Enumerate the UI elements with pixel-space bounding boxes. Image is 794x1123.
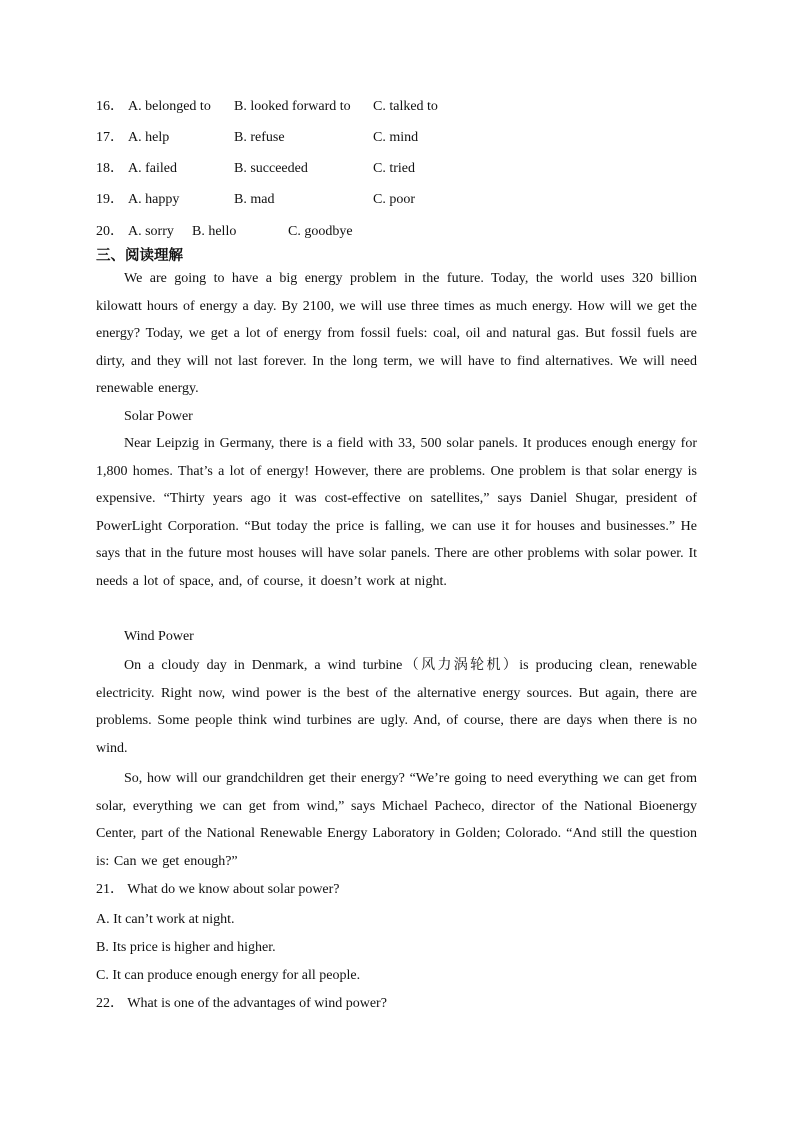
option-b: B. refuse bbox=[234, 130, 285, 145]
option-b: B. hello bbox=[192, 224, 237, 239]
question-21-option-b: B. Its price is higher and higher. bbox=[96, 940, 276, 955]
option-c: C. tried bbox=[373, 161, 415, 176]
option-c: C. talked to bbox=[373, 99, 438, 114]
option-a: A. help bbox=[128, 130, 170, 145]
question-21-option-a: A. It can’t work at night. bbox=[96, 912, 235, 927]
option-a: A. failed bbox=[128, 161, 177, 176]
option-a: A. sorry bbox=[128, 224, 174, 239]
question-21: 21． What do we know about solar power? bbox=[96, 882, 340, 897]
option-b: B. succeeded bbox=[234, 161, 308, 176]
option-c: C. poor bbox=[373, 192, 415, 207]
passage-paragraph-3: On a cloudy day in Denmark, a wind turbine（风力涡轮机）is producing clean, renewable electricity. Right now, wind power is the best of the alternative energy sources. But again, there are problems. Some people think wind turbines are ugly. And, of course, there are days when there is no wind. bbox=[96, 658, 697, 756]
question-number: 18． bbox=[96, 161, 124, 176]
subheading-solar-power: Solar Power bbox=[124, 409, 193, 424]
question-number: 19． bbox=[96, 192, 124, 207]
passage-paragraph-4: So, how will our grandchildren get their energy? “We’re going to need everything we can get from solar, everything we can get from wind,” says Michael Pacheco, director of the National Bioenergy Center, part of the National Renewable Energy Laboratory in Golden; Colorado. “And still the question is: Can we get enough?” bbox=[96, 771, 697, 869]
option-c: C. goodbye bbox=[288, 224, 353, 239]
option-c: C. mind bbox=[373, 130, 419, 145]
question-number: 20． bbox=[96, 224, 124, 239]
question-number: 16． bbox=[96, 99, 124, 114]
passage-paragraph-1: We are going to have a big energy problem in the future. Today, the world uses 320 billion kilowatt hours of energy a day. By 2100, we will use three times as much energy. How will we get the energy? Today, we get a lot of energy from fossil fuels: coal, oil and natural gas. But fossil fuels are dirty, and they will not last forever. In the long term, we will have to find alternatives. We will need renewable energy. bbox=[96, 271, 697, 397]
option-b: B. looked forward to bbox=[234, 99, 351, 114]
question-number: 17． bbox=[96, 130, 124, 145]
question-22: 22． What is one of the advantages of wind power? bbox=[96, 996, 387, 1011]
section-heading: 三、阅读理解 bbox=[96, 248, 183, 264]
option-a: A. belonged to bbox=[128, 99, 211, 114]
passage-paragraph-2: Near Leipzig in Germany, there is a field with 33, 500 solar panels. It produces enough energy for 1,800 homes. That’s a lot of energy! However, there are problems. One problem is that solar energy is expensive. “Thirty years ago it was cost-effective on satellites,” says Daniel Shugar, president of PowerLight Corporation. “But today the price is falling, we can use it for houses and businesses.” He says that in the future most houses will have solar panels. There are other problems with solar power. It needs a lot of space, and, of course, it doesn’t work at night. bbox=[96, 436, 697, 589]
option-b: B. mad bbox=[234, 192, 275, 207]
subheading-wind-power: Wind Power bbox=[124, 629, 194, 644]
question-21-option-c: C. It can produce enough energy for all people. bbox=[96, 968, 361, 983]
option-a: A. happy bbox=[128, 192, 180, 207]
